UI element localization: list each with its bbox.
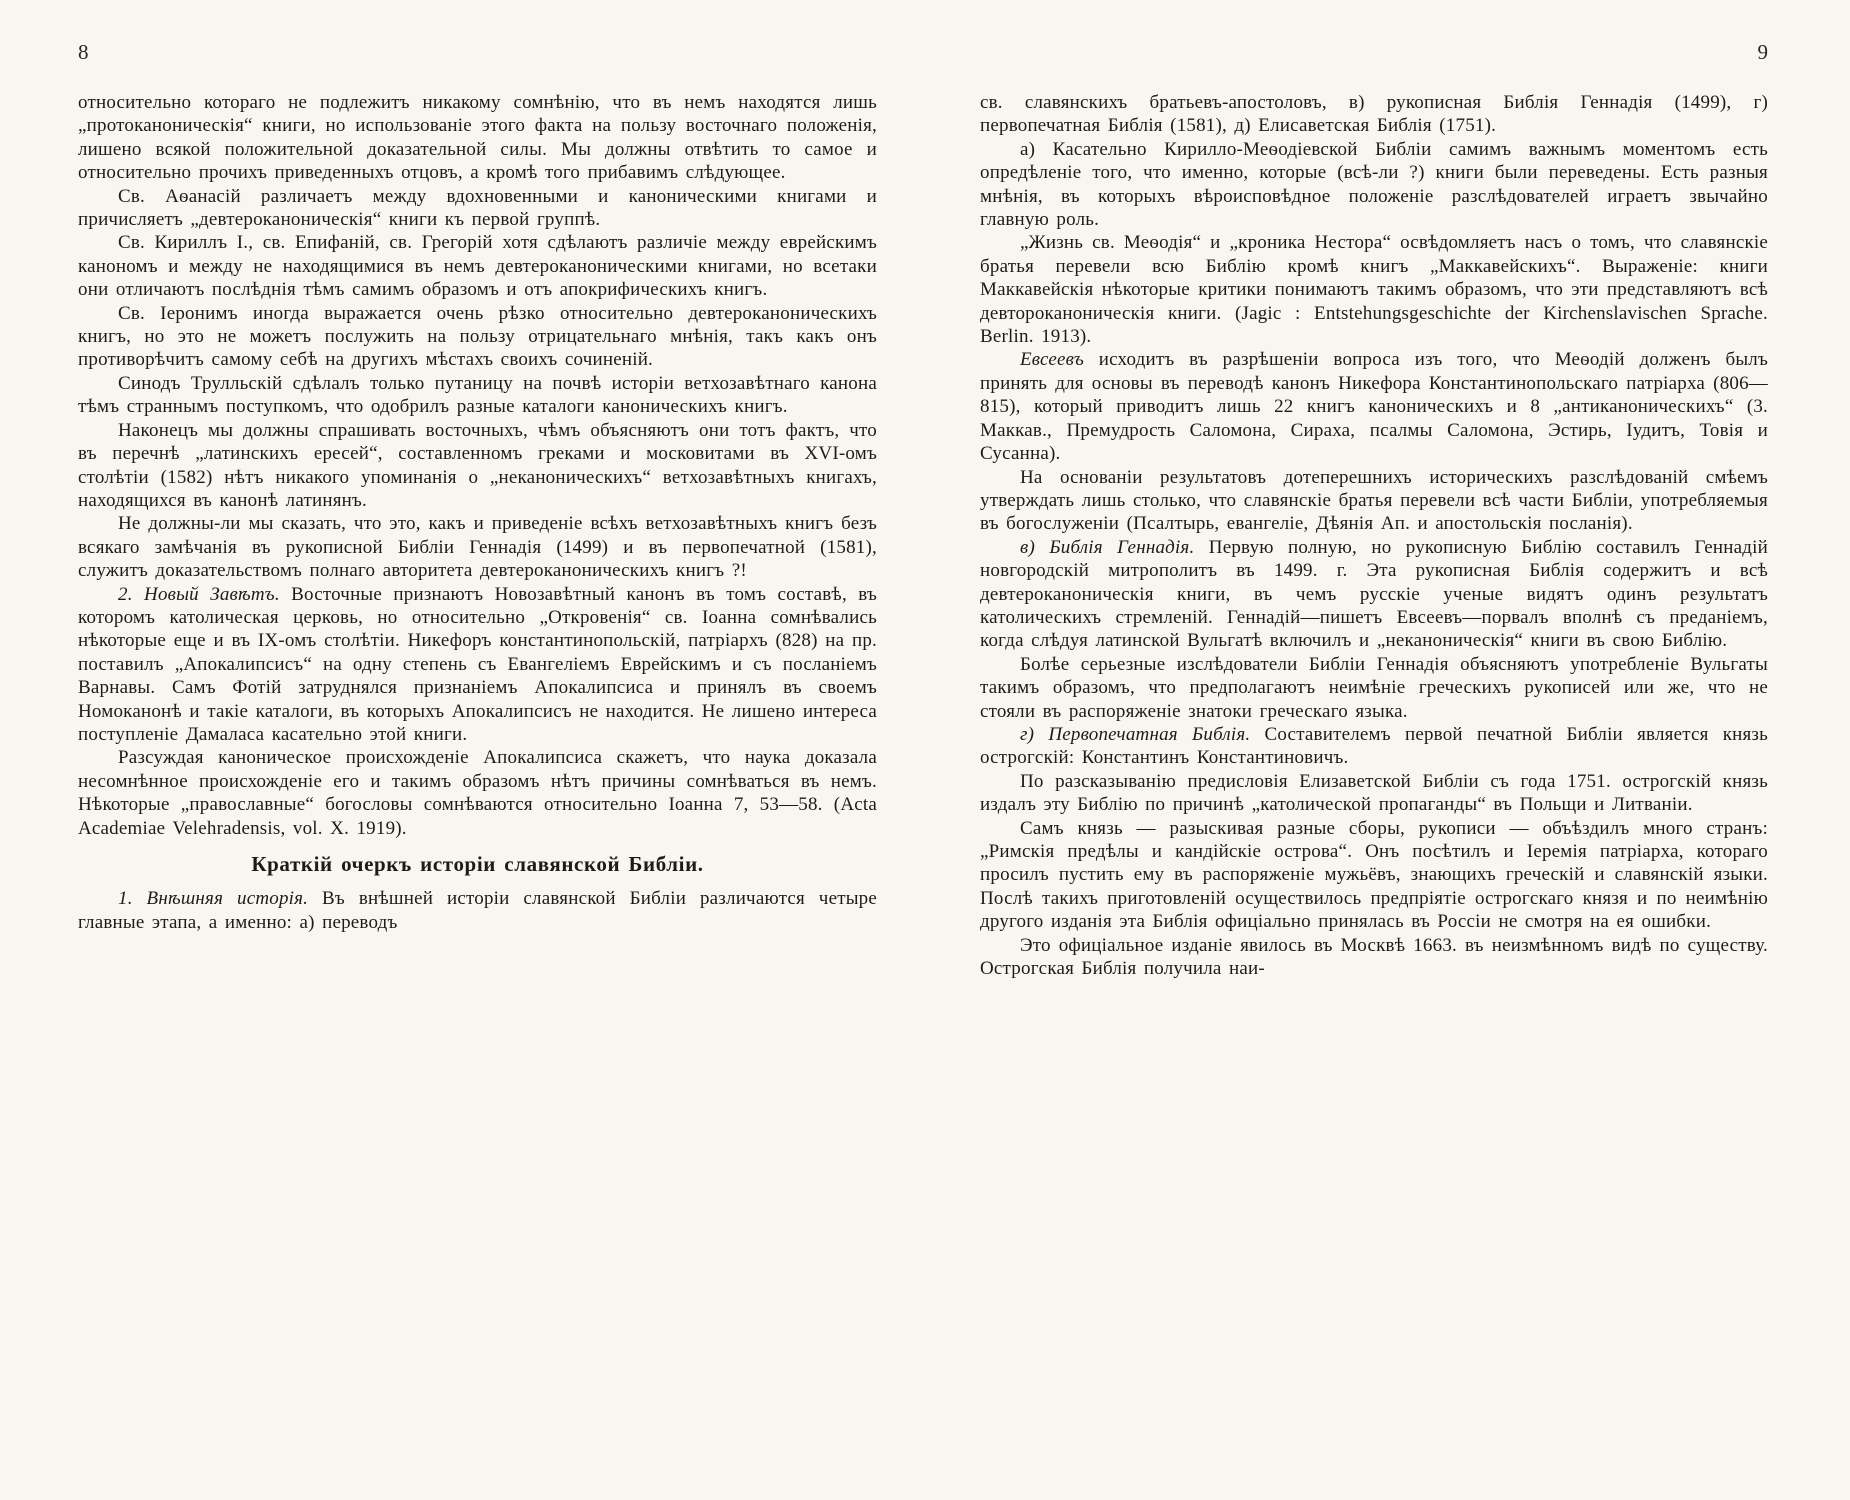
paragraph: Не должны-ли мы сказать, что это, какъ и приведеніе всѣхъ ветхозавѣтныхъ книгъ безъ всякаго замѣчанія въ рукописной Библіи Геннадія (1499) и въ первопечатной (1581), служитъ доказательствомъ полнаго авторитета девтероканоническихъ книгъ ?! xyxy=(78,513,877,582)
paragraph: Наконецъ мы должны спрашивать восточныхъ, чѣмъ объясняютъ они тотъ фактъ, что въ перечнѣ „латинскихъ ересей“, составленномъ греками и московитами въ XVI-омъ столѣтіи (1582) нѣтъ никакого упоминанія о „неканоническихъ“ ветхозавѣтныхъ книгахъ, находящихся въ канонѣ латинянъ. xyxy=(78,419,877,511)
page-number-right: 9 xyxy=(1757,40,1768,64)
paragraph: Евсеевъ исходитъ въ разрѣшеніи вопроса изъ того, что Меѳодій долженъ былъ принять для основы въ переводѣ канонъ Никефора Константинопольскаго патріарха (806—815), который приводитъ лишь 22 книгъ каноническихъ и 8 „антиканоническихъ“ (3. Маккав., Премудрость Саломона, Сираха, псалмы Саломона, Эстирь, Іудитъ, Товія и Сусанна). xyxy=(980,349,1768,465)
right-page xyxy=(925,0,1850,1500)
paragraph: Св. Іеронимъ иногда выражается очень рѣзко относительно девтероканоническихъ книгъ, но это не можетъ послужить на пользу отрицательнаго мнѣнія, такъ какъ онъ противорѣчитъ самому себѣ на другихъ мѣстахъ своихъ сочиненій. xyxy=(78,302,877,371)
paragraph: в) Библія Геннадія. Первую полную, но рукописную Библію составилъ Геннадій новгородскій митрополитъ въ 1499. г. Эта рукописная Библія содержитъ и всѣ девтероканоническія книги, въ чемъ русскіе ученые видятъ одинъ результатъ католическихъ стремленій. Геннадій—пишетъ Евсеевъ—порвалъ вполнѣ съ преданіемъ, когда слѣдуя латинской Вульгатѣ включилъ и „неканоническія“ книги въ свою Библію. xyxy=(980,536,1768,652)
paragraph: 2. Новый Завѣтъ. Восточные признаютъ Новозавѣтный канонъ въ томъ составѣ, въ которомъ католическая церковь, но относительно „Откровенія“ св. Іоанна сомнѣвались нѣкоторые еще и въ IX-омъ столѣтіи. Никефоръ константинопольскій, патріархъ (828) на пр. поставилъ „Апокалипсисъ“ на одну степень съ Евангеліемъ Еврейскимъ и съ посланіемъ Варнавы. Самъ Фотій затруднялся признаніемъ Апокалипсиса и принялъ въ своемъ Номоканонѣ и такіе каталоги, въ которыхъ Апокалипсисъ не находится. Не лишено интереса поступленіе Дамаласа касательно этой книги. xyxy=(78,583,877,745)
paragraph: Это офиціальное изданіе явилось въ Москвѣ 1663. въ неизмѣнномъ видѣ по существу. Острогская Библія получила наи- xyxy=(980,934,1768,980)
paragraph: Св. Аѳанасій различаетъ между вдохновенными и каноническими книгами и причисляетъ „девтероканоническія“ книги къ первой группѣ. xyxy=(78,185,877,231)
paragraph: относительно котораго не подлежитъ никакому сомнѣнію, что въ немъ находятся лишь „протоканоническія“ книги, но использованіе этого факта на пользу восточнаго положенія, лишено всякой положительной доказательной силы. Мы должны отвѣтить то самое и относительно прочихъ приведенныхъ отцовъ, а кромѣ того прибавимъ слѣдующее. xyxy=(78,92,877,184)
paragraph: г) Первопечатная Библія. Составителемъ первой печатной Библіи является князь острогскій: Константинъ Константиновичъ. xyxy=(980,723,1769,769)
paragraph: Синодъ Трулльскій сдѣлалъ только путаницу на почвѣ исторіи ветхозавѣтнаго канона тѣмъ страннымъ поступкомъ, что одобрилъ разные каталоги каноническихъ книгъ. xyxy=(78,372,877,418)
page-number-left: 8 xyxy=(78,40,89,64)
paragraph: Разсуждая каноническое происхожденіе Апокалипсиса скажетъ, что наука доказала несомнѣнное происхожденіе его и такимъ образомъ нѣтъ причины сомнѣваться въ немъ. Нѣкоторые „православные“ богословы сомнѣваются относительно Іоанна 7, 53—58. (Acta Academiae Velehradensis, vol. X. 1919). xyxy=(78,747,877,839)
paragraph: По разсказыванію предисловія Елизаветской Библіи съ года 1751. острогскій князь издалъ эту Библію по причинѣ „католической пропаганды“ въ Польщи и Литваніи. xyxy=(980,770,1768,816)
paragraph: Св. Кириллъ I., св. Епифаній, св. Грегорій хотя сдѣлаютъ различіе между еврейскимъ канономъ и между не находящимися въ немъ девтероканоническими книгами, но всетаки они отличаютъ послѣднія тѣмъ самимъ образомъ и отъ апокрифическихъ книгъ. xyxy=(78,232,877,301)
paragraph: Болѣе серьезные изслѣдователи Библіи Геннадія объясняютъ употребленіе Вульгаты такимъ образомъ, что предполагаютъ неимѣніе греческихъ рукописей или же, что не стояли въ распоряженіе знатоки греческаго языка. xyxy=(980,653,1768,722)
paragraph: Самъ князь — разыскивая разные сборы, рукописи — объѣздилъ много странъ: „Римскія предѣлы и кандійскіе острова“. Онъ посѣтилъ и Іеремія патріарха, котораго просилъ пустить ему въ распоряженіе мужьёвъ, знающихъ греческій и славянскій языки. Послѣ такихъ приготовленій осуществилось предпріятіе острогскаго князя и по неимѣнію другого изданія эта Библія офиціально принялась въ Россіи не смотря на ея ошибки. xyxy=(980,817,1768,933)
paragraph: св. славянскихъ братьевъ-апостоловъ, в) рукописная Библія Геннадія (1499), г) первопечатная Библія (1581), д) Елисаветская Библія (1751). xyxy=(980,92,1768,137)
paragraph: 1. Внѣшняя исторія. Въ внѣшней исторіи славянской Библіи различаются четыре главные этапа, а именно: а) переводъ xyxy=(78,888,877,933)
right-page-text xyxy=(980,91,1768,980)
section-heading: Краткій очеркъ исторіи славянской Библіи. xyxy=(251,852,704,876)
paragraph: На основаніи результатовъ дотеперешнихъ историческихъ разслѣдованій смѣемъ утверждать лишь столько, что славянскіе братья перевели всѣ части Библіи, употребляемыя въ богослуженіи (Псалтырь, евангеліе, Дѣянія Ап. и апостольскія посланія). xyxy=(980,466,1768,535)
paragraph: а) Касательно Кирилло-Меѳодіевской Библіи самимъ важнымъ моментомъ есть опредѣленіе того, что именно, которые (всѣ-ли ?) книги были переведены. Есть разныя мнѣнія, въ которыхъ вѣроисповѣдное положеніе разслѣдователей играетъ звычайно главную роль. xyxy=(980,138,1768,231)
paragraph: „Жизнь св. Меѳодія“ и „кроника Нестора“ освѣдомляетъ насъ о томъ, что славянскіе братья перевели всю Библію кромѣ книгъ „Маккавейскихъ“. Выраженіе: книги Маккавейскія нѣкоторые критики понимаютъ такимъ образомъ, что эти представляютъ всѣ девтороканоническія книги. (Jagic : Entstehungsgeschichte der Kirchenslavischen Sprache. Berlin. 1913). xyxy=(980,232,1768,348)
left-page-text xyxy=(78,91,877,934)
